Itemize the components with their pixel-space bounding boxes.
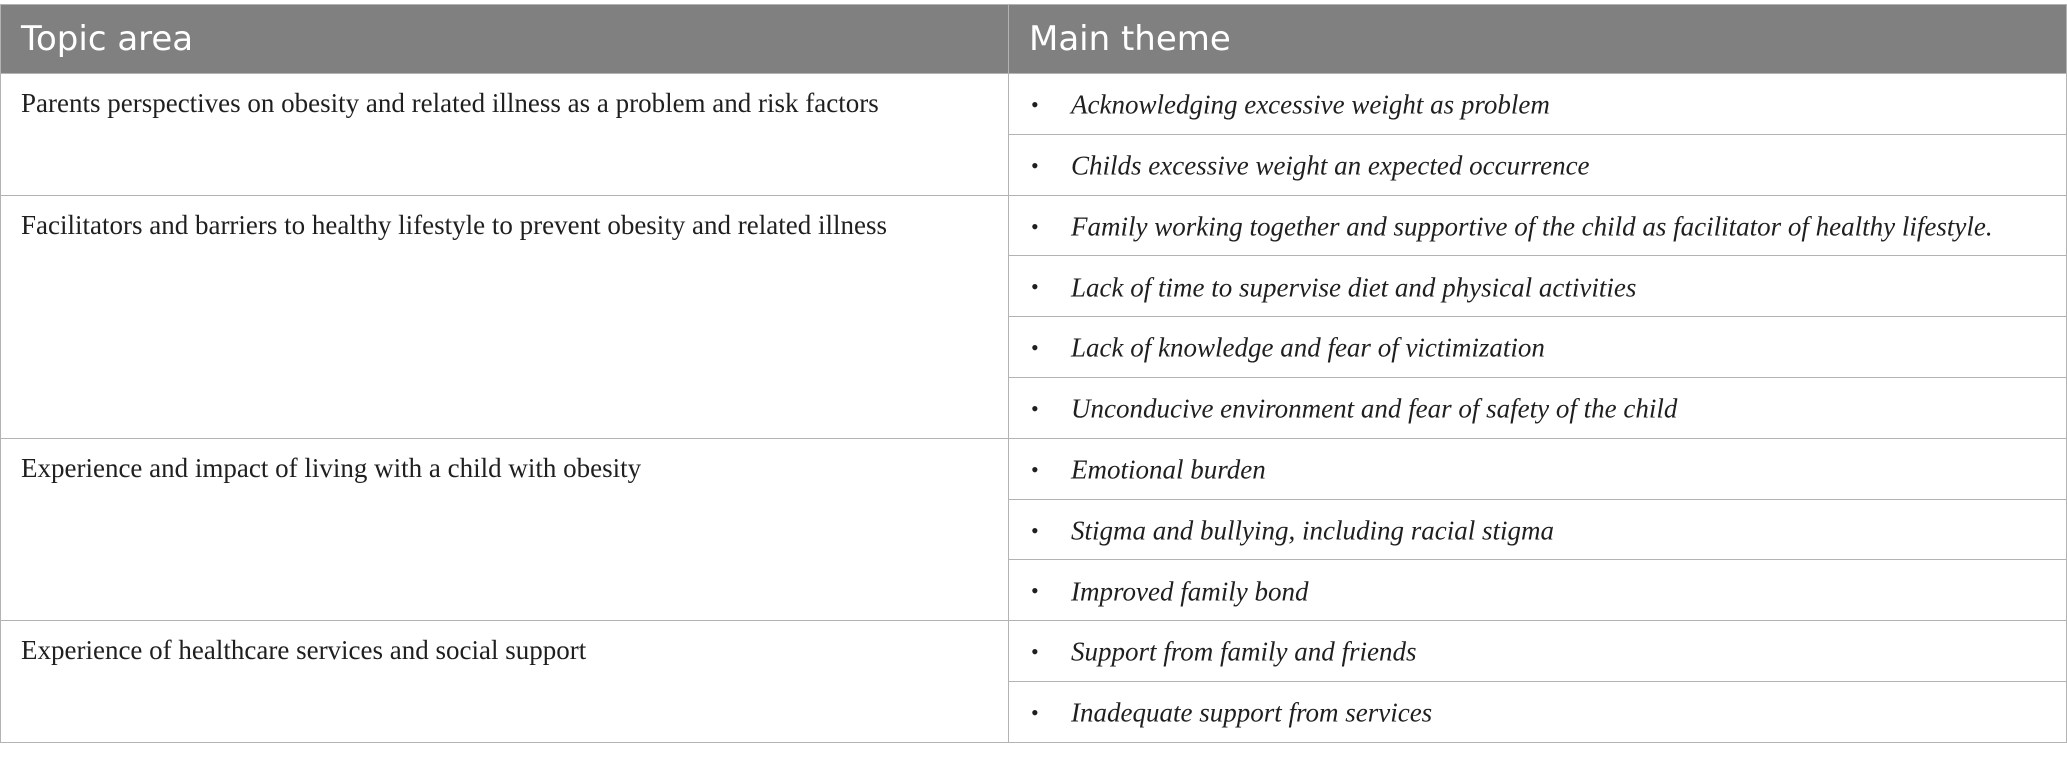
- topic-cell: Facilitators and barriers to healthy lifestyle to prevent obesity and related illness: [1, 195, 1009, 438]
- bullet-icon: •: [1031, 578, 1039, 604]
- theme-text: Childs excessive weight an expected occurrence: [1071, 150, 1590, 181]
- table-row: [1, 74, 2067, 135]
- theme-text: Inadequate support from services: [1071, 697, 1433, 728]
- theme-cell: [1009, 621, 2067, 682]
- theme-text: Support from family and friends: [1071, 636, 1417, 667]
- theme-text: Family working together and supportive of the child as facilitator of healthy lifestyle.: [1071, 211, 1993, 242]
- table-row: [1, 438, 2067, 499]
- theme-cell: [1009, 256, 2067, 317]
- bullet-icon: •: [1031, 92, 1039, 118]
- theme-text: Improved family bond: [1071, 575, 1309, 606]
- theme-cell: [1009, 499, 2067, 560]
- theme-cell: [1009, 377, 2067, 438]
- topic-cell: Experience of healthcare services and social support: [1, 621, 1009, 743]
- bullet-icon: •: [1031, 274, 1039, 300]
- themes-table-container: [0, 4, 2066, 743]
- bullet-icon: •: [1031, 517, 1039, 543]
- theme-text: Emotional burden: [1071, 454, 1266, 485]
- table-row: [1, 195, 2067, 256]
- theme-text: Lack of time to supervise diet and physical activities: [1071, 271, 1637, 302]
- topic-cell: Parents perspectives on obesity and related illness as a problem and risk factors: [1, 74, 1009, 196]
- topic-cell: Experience and impact of living with a child with obesity: [1, 438, 1009, 620]
- header-topic-area: Topic area: [1, 5, 1009, 74]
- themes-table: [0, 4, 2067, 743]
- theme-cell: [1009, 195, 2067, 256]
- bullet-icon: •: [1031, 639, 1039, 665]
- bullet-icon: •: [1031, 335, 1039, 361]
- header-main-theme: Main theme: [1009, 5, 2067, 74]
- bullet-icon: •: [1031, 456, 1039, 482]
- theme-cell: [1009, 438, 2067, 499]
- theme-cell: [1009, 74, 2067, 135]
- theme-text: Stigma and bullying, including racial stigma: [1071, 515, 1554, 546]
- theme-cell: [1009, 560, 2067, 621]
- theme-cell: [1009, 317, 2067, 378]
- theme-cell: [1009, 134, 2067, 195]
- bullet-icon: •: [1031, 396, 1039, 422]
- theme-text: Acknowledging excessive weight as problem: [1071, 89, 1550, 120]
- table-row: [1, 621, 2067, 682]
- theme-cell: [1009, 681, 2067, 742]
- bullet-icon: •: [1031, 152, 1039, 178]
- theme-text: Unconducive environment and fear of safety of the child: [1071, 393, 1678, 424]
- table-header-row: [1, 5, 2067, 74]
- bullet-icon: •: [1031, 700, 1039, 726]
- bullet-icon: •: [1031, 213, 1039, 239]
- theme-text: Lack of knowledge and fear of victimization: [1071, 332, 1545, 363]
